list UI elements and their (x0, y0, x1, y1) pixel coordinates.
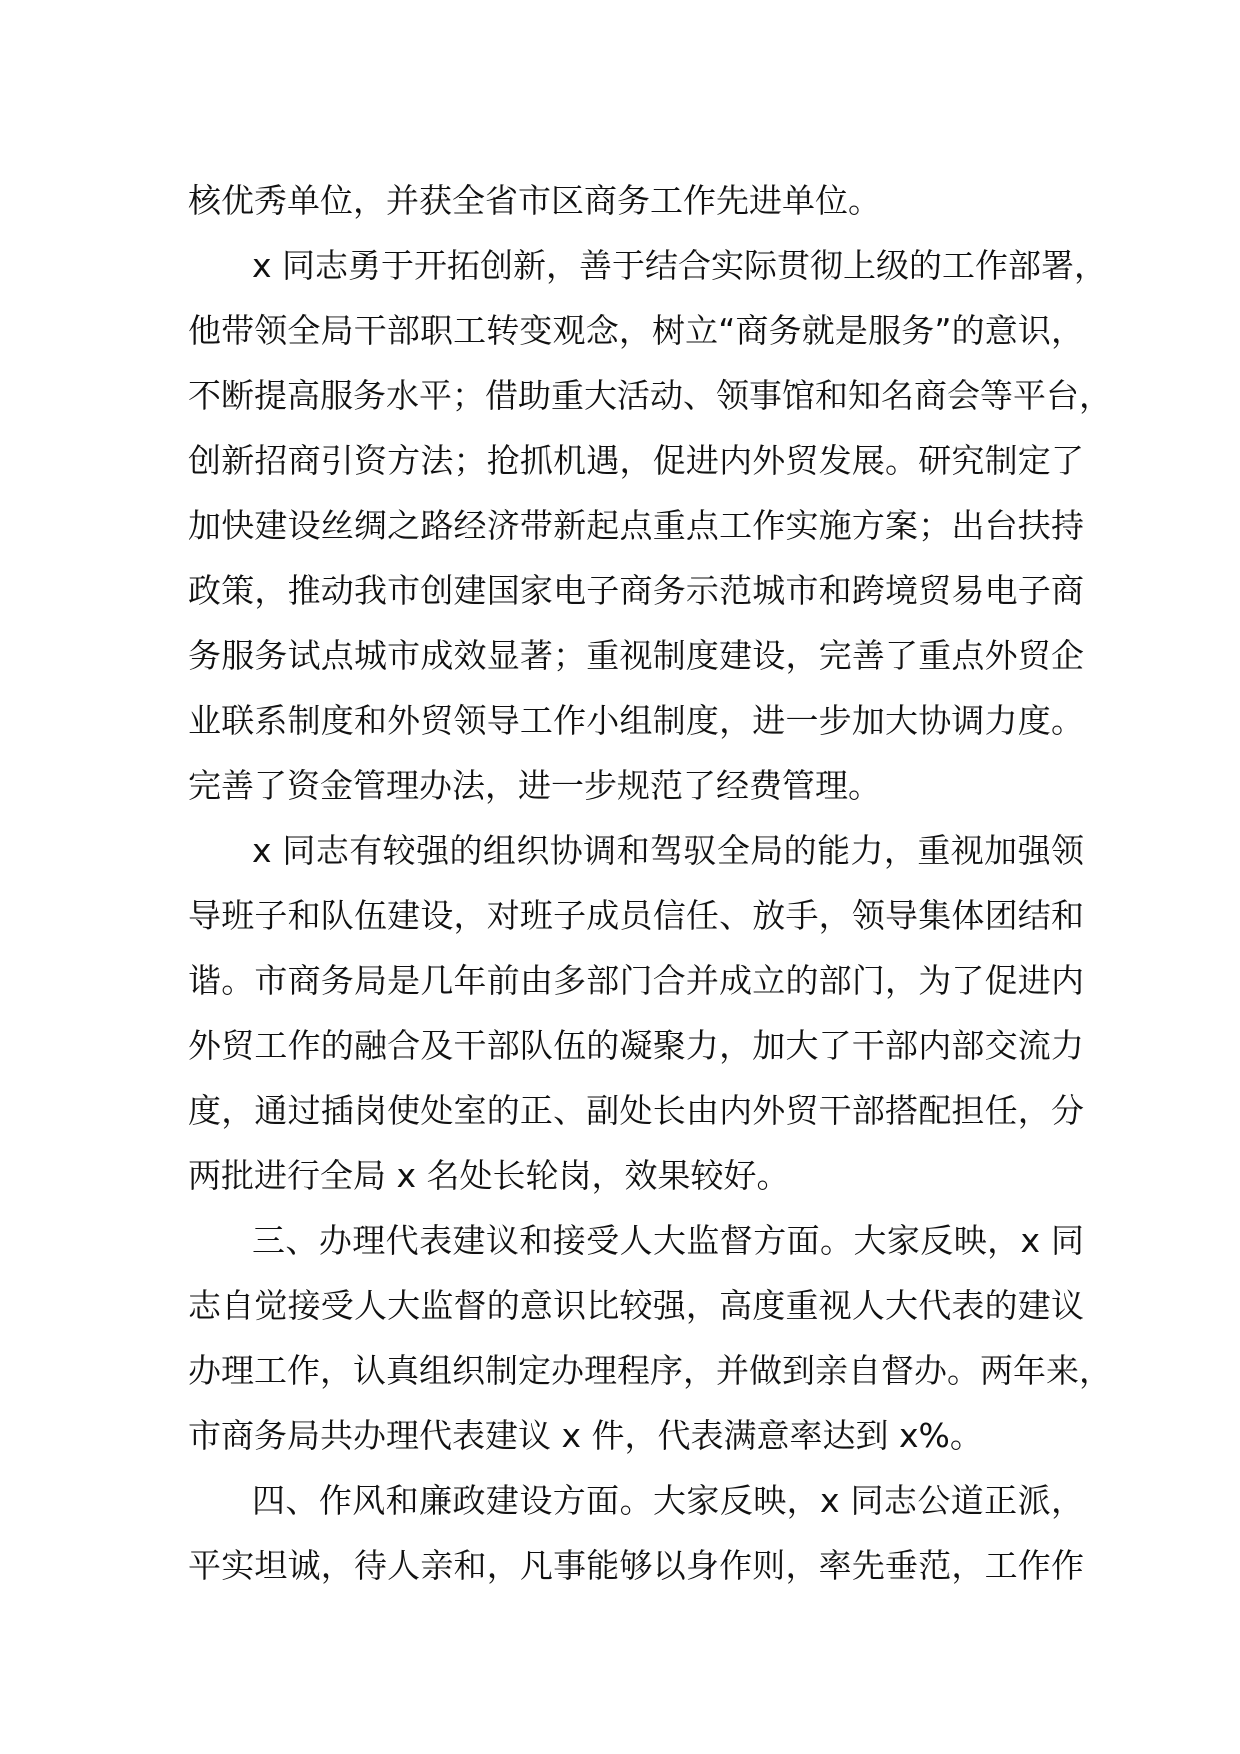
paragraph-4 (188, 1208, 1112, 1468)
text-line: x 同志有较强的组织协调和驾驭全局的能力，重视加强领 (252, 831, 1084, 870)
text-line: 创新招商引资方法；抢抓机遇，促进内外贸发展。研究制定了 (188, 441, 1084, 480)
text-line: 务服务试点城市成效显著；重视制度建设，完善了重点外贸企 (188, 636, 1084, 675)
text-line: 办理工作，认真组织制定办理程序，并做到亲自督办。两年来， (188, 1351, 1112, 1390)
text-line: 导班子和队伍建设，对班子成员信任、放手，领导集体团结和 (188, 896, 1084, 935)
text-line: 政策，推动我市创建国家电子商务示范城市和跨境贸易电子商 (188, 571, 1084, 610)
document-body (188, 168, 1112, 1598)
text-line: 完善了资金管理办法，进一步规范了经费管理。 (188, 766, 881, 805)
text-line: 三、办理代表建议和接受人大监督方面。大家反映，x 同 (252, 1221, 1084, 1260)
text-line: 外贸工作的融合及干部队伍的凝聚力，加大了干部内部交流力 (188, 1026, 1084, 1065)
text-line: x 同志勇于开拓创新，善于结合实际贯彻上级的工作部署， (252, 246, 1108, 285)
text-line: 市商务局共办理代表建议 x 件，代表满意率达到 x%。 (188, 1416, 983, 1455)
paragraph-1 (188, 168, 1084, 233)
text-line: 加快建设丝绸之路经济带新起点重点工作实施方案；出台扶持 (188, 506, 1084, 545)
paragraph-5 (188, 1468, 1084, 1598)
paragraph-2 (188, 233, 1112, 818)
text-line: 志自觉接受人大监督的意识比较强，高度重视人大代表的建议 (188, 1286, 1084, 1325)
text-line: 谐。市商务局是几年前由多部门合并成立的部门，为了促进内 (188, 961, 1084, 1000)
text-line: 业联系制度和外贸领导工作小组制度，进一步加大协调力度。 (188, 701, 1084, 740)
text-line: 他带领全局干部职工转变观念，树立“商务就是服务”的意识， (188, 311, 1084, 350)
text-line: 核优秀单位，并获全省市区商务工作先进单位。 (188, 181, 881, 220)
text-line: 平实坦诚，待人亲和，凡事能够以身作则，率先垂范，工作作 (188, 1546, 1084, 1585)
text-line: 度，通过插岗使处室的正、副处长由内外贸干部搭配担任，分 (188, 1091, 1084, 1130)
text-line: 四、作风和廉政建设方面。大家反映，x 同志公道正派， (252, 1481, 1084, 1520)
text-line: 不断提高服务水平；借助重大活动、领事馆和知名商会等平台， (188, 376, 1112, 415)
text-line: 两批进行全局 x 名处长轮岗，效果较好。 (188, 1156, 790, 1195)
paragraph-3 (188, 818, 1084, 1208)
